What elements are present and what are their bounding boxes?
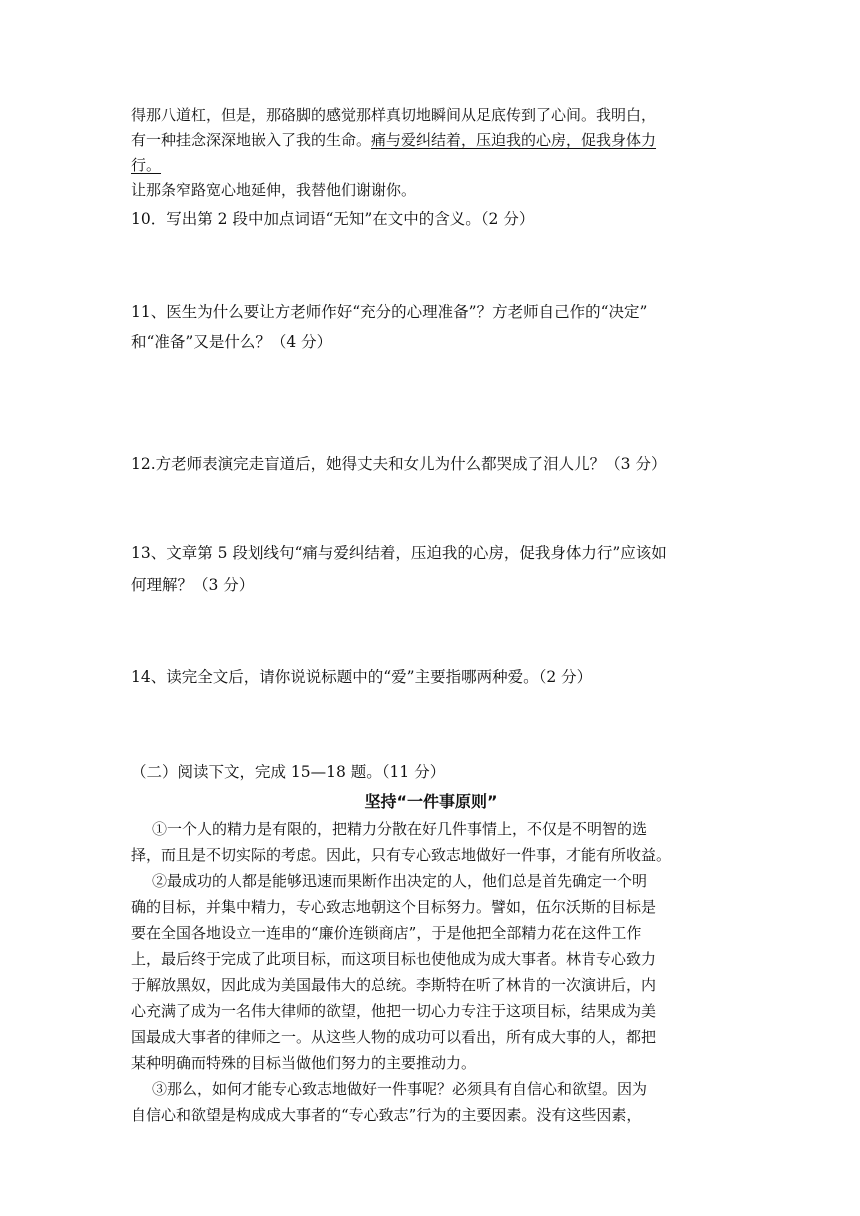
passage-line-text: 有一种挂念深深地嵌入了我的生命。 [131, 131, 372, 149]
underlined-sentence-end: 行。 [131, 156, 162, 174]
question-text: 和“准备”又是什么？（4 分） [131, 333, 333, 351]
article-line: 确的目标，并集中精力，专心致志地朝这个目标努力。譬如，伍尔沃斯的目标是 [131, 898, 657, 916]
article-line: 心充满了成为一名伟大律师的欲望，他把一切心力专注于这项目标，结果成为美 [131, 1002, 657, 1020]
question-11 [131, 300, 731, 354]
question-text: 11、医生为什么要让方老师作好“充分的心理准备”？方老师自己作的“决定” [131, 303, 648, 321]
article-line: 上，最后终于完成了此项目标，而这项目标也使他成为成大事者。林肯专心致力 [131, 950, 657, 968]
article-line: 自信心和欲望是构成成大事者的“专心致志”行为的主要因素。没有这些因素， [131, 1106, 642, 1124]
passage-end [131, 103, 731, 203]
underlined-sentence: 痛与爱纠结着，压迫我的心房，促我身体力 [371, 131, 657, 149]
question-13 [131, 541, 731, 597]
article-body [131, 816, 731, 1128]
article-line: ①一个人的精力是有限的，把精力分散在好几件事情上，不仅是不明智的选 [152, 820, 648, 838]
passage-closing-line: 让那条窄路宽心地延伸，我替他们谢谢你。 [131, 181, 417, 199]
article-line: 于解放黑奴，因此成为美国最伟大的总统。李斯特在听了林肯的一次演讲后，内 [131, 976, 657, 994]
question-text: 13、文章第 5 段划线句“痛与爱纠结着，压迫我的心房，促我身体力行”应该如 [131, 544, 667, 562]
question-14 [131, 665, 731, 689]
article-line: 要在全国各地设立一连串的“廉价连锁商店”，于是他把全部精力花在这件工作 [131, 924, 642, 942]
article-line: ③那么，如何才能专心致志地做好一件事呢？必须具有自信心和欲望。因为 [152, 1080, 648, 1098]
article-line: 择，而且是不切实际的考虑。因此，只有专心致志地做好一件事，才能有所收益。 [131, 846, 672, 864]
passage-line [131, 153, 731, 178]
question-12 [131, 452, 731, 476]
article-title: 坚持“一件事原则” [364, 792, 498, 811]
question-text: 12.方老师表演完走盲道后，她得丈夫和女儿为什么都哭成了泪人儿？（3 分） [131, 455, 667, 473]
question-text: 何理解？（3 分） [131, 576, 255, 594]
article-line: 国最成大事者的律师之一。从这些人物的成功可以看出，所有成大事的人，都把 [131, 1028, 657, 1046]
article-line: ②最成功的人都是能够迅速而果断作出决定的人，他们总是首先确定一个明 [152, 872, 648, 890]
article-line: 某种明确而特殊的目标当做他们努力的主要推动力。 [131, 1054, 477, 1072]
section-heading: （二）阅读下文，完成 15—18 题。（11 分） [131, 763, 446, 781]
question-text: 14、读完全文后，请你说说标题中的“爱”主要指哪两种爱。（2 分） [131, 668, 593, 686]
question-text: 10．写出第 2 段中加点词语“无知”在文中的含义。（2 分） [131, 210, 535, 228]
question-10 [131, 207, 731, 231]
passage-line: 得那八道杠，但是，那硌脚的感觉那样真切地瞬间从足底传到了心间。我明白， [131, 106, 657, 124]
passage-line [131, 128, 731, 153]
